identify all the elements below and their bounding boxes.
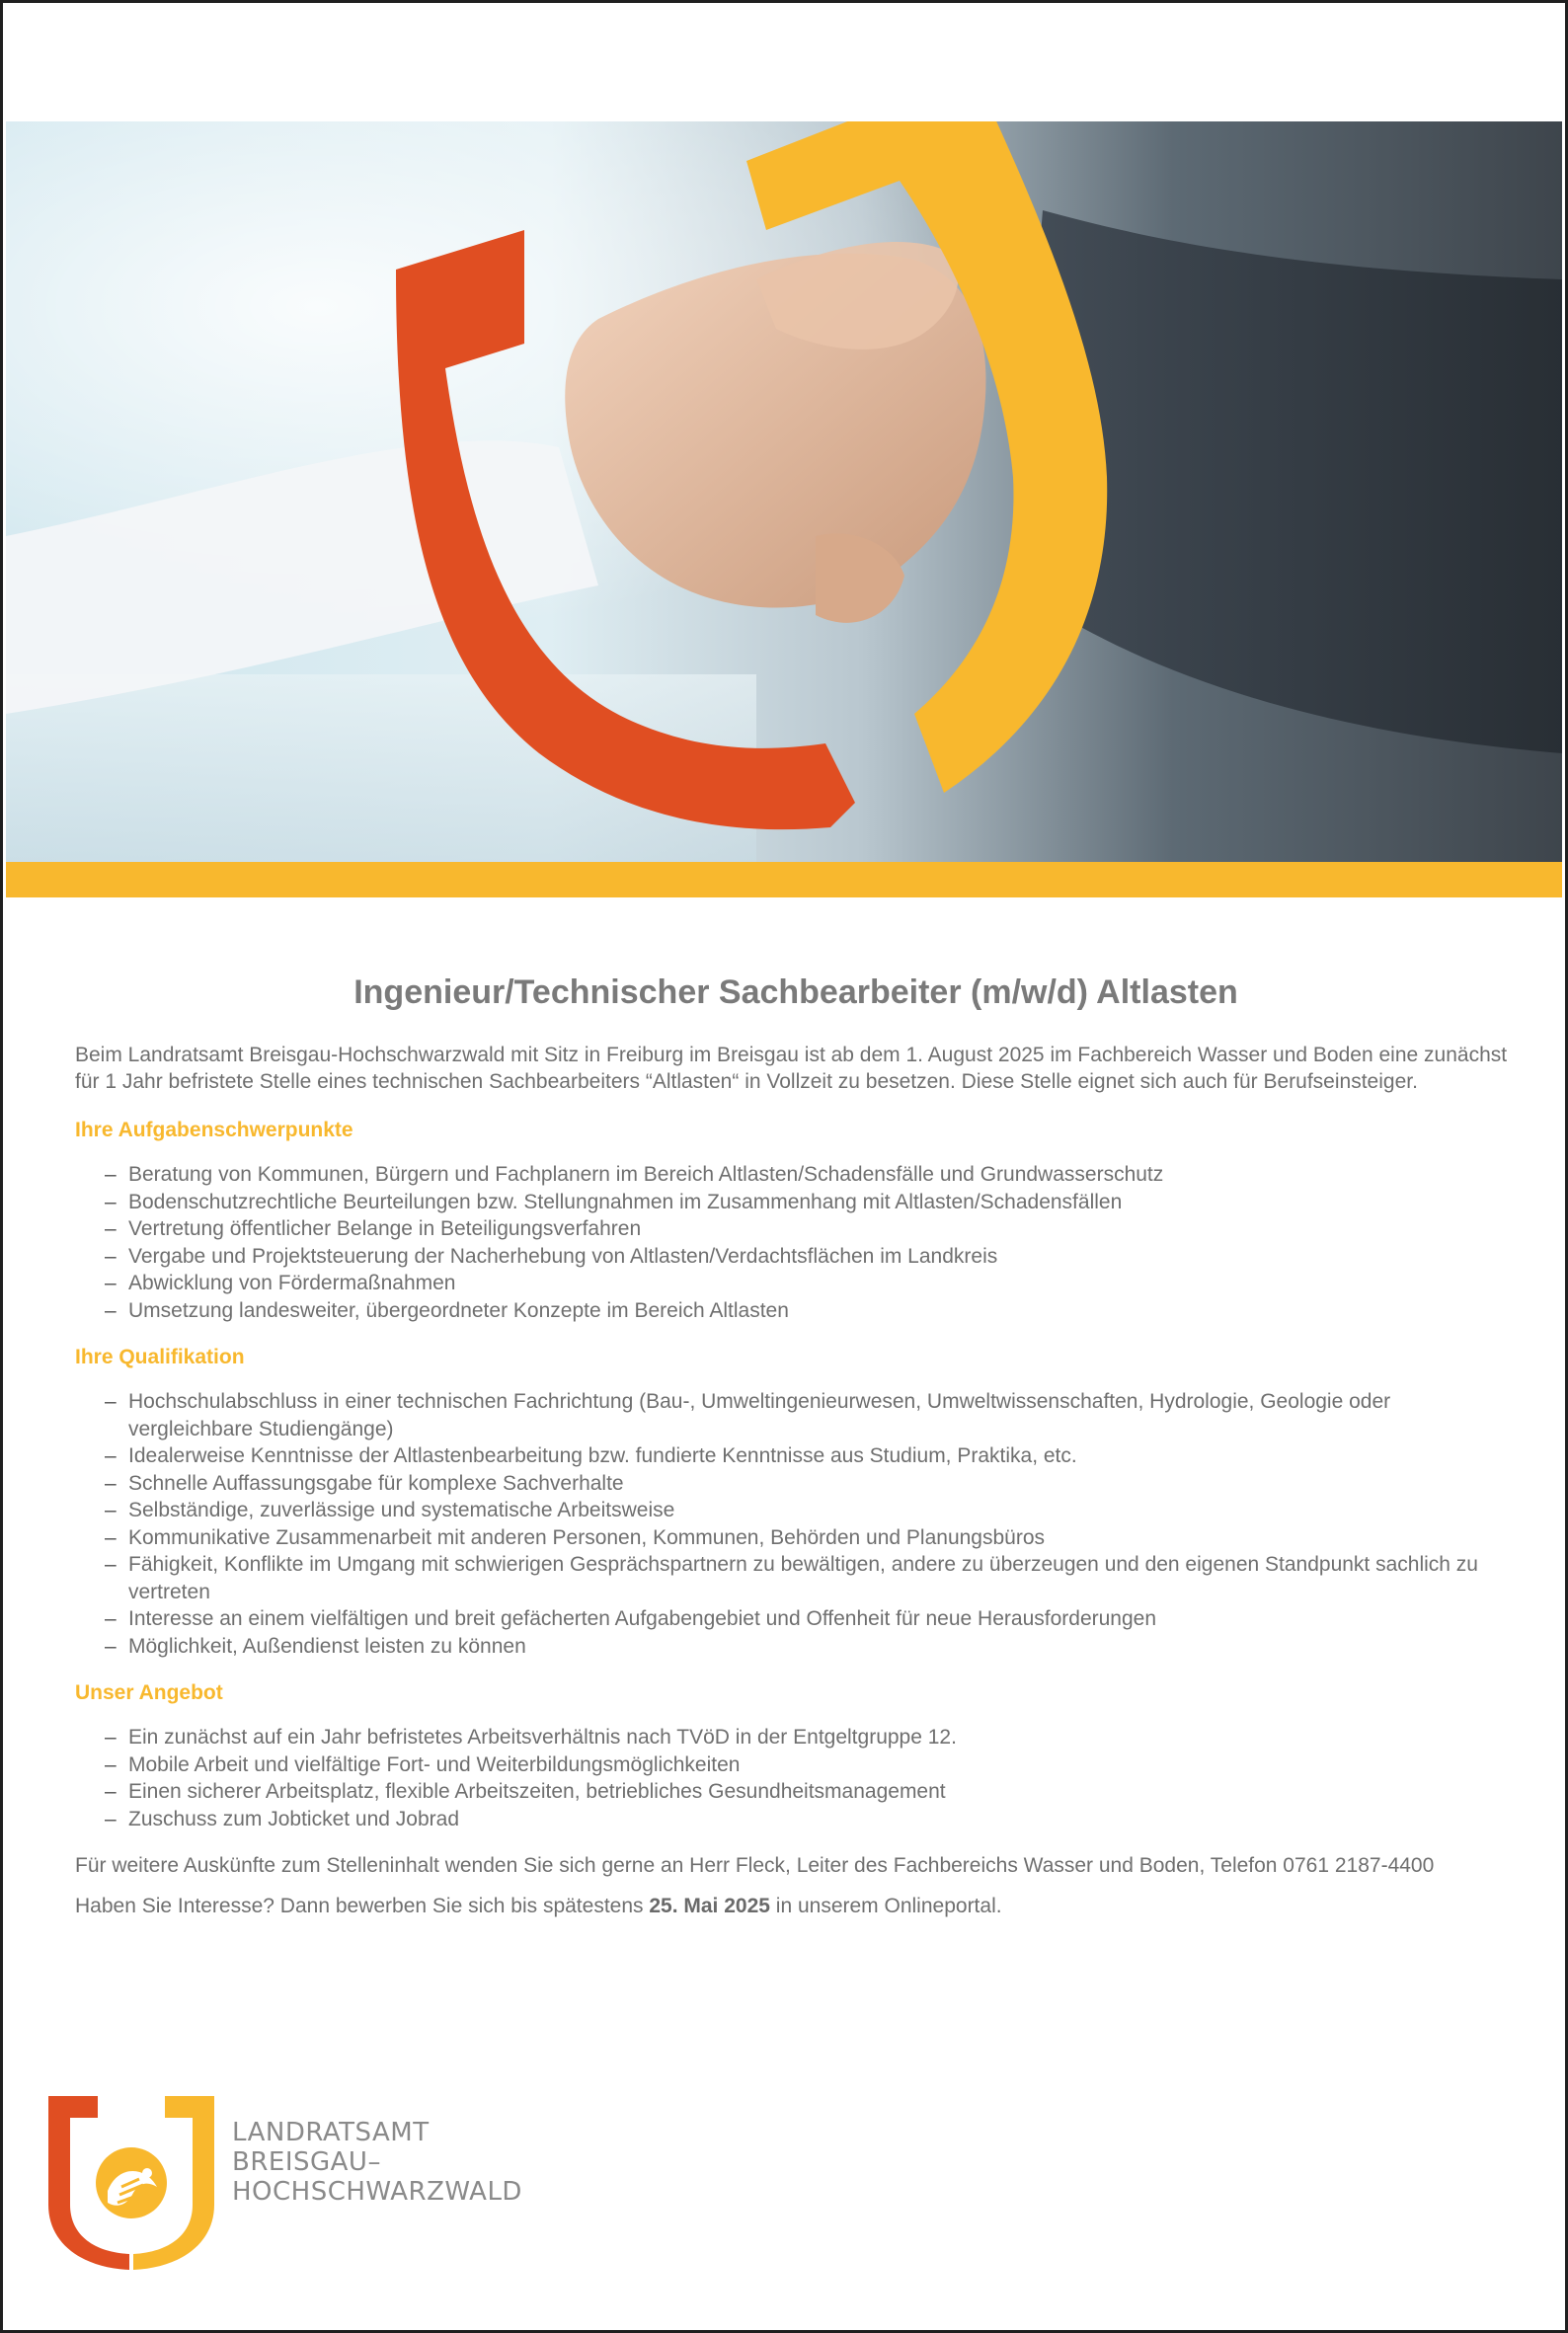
list-item: – Idealerweise Kenntnisse der Altlastenbearbeitung bzw. fundierte Kenntnisse aus Studium, Praktika, etc.	[105, 1442, 1517, 1470]
list-item: – Vergabe und Projektsteuerung der Nacherhebung von Altlasten/Verdachtsflächen im Landkreis	[105, 1243, 1517, 1271]
list-item: – Hochschulabschluss in einer technischen Fachrichtung (Bau-, Umweltingenieurwesen, Umweltwissenschaften, Hydrologie, Geologie oder vergleichbare Studiengänge)	[105, 1388, 1517, 1442]
list-item: – Bodenschutzrechtliche Beurteilungen bzw. Stellungnahmen im Zusammenhang mit Altlasten/Schadensfällen	[105, 1189, 1517, 1216]
logo-line: BREISGAU–	[232, 2147, 381, 2177]
apply-prefix: Haben Sie Interesse? Dann bewerben Sie sich bis spätestens	[75, 1895, 650, 1917]
logo-line: LANDRATSAMT	[232, 2118, 430, 2147]
tasks-list	[75, 1161, 1517, 1324]
list-item: – Selbständige, zuverlässige und systematische Arbeitsweise	[105, 1497, 1517, 1524]
list-item: – Möglichkeit, Außendienst leisten zu können	[105, 1633, 1517, 1661]
tasks-heading: Ihre Aufgabenschwerpunkte	[75, 1119, 353, 1141]
list-item: – Mobile Arbeit und vielfältige Fort- und Weiterbildungsmöglichkeiten	[105, 1751, 1517, 1779]
list-item: – Beratung von Kommunen, Bürgern und Fachplanern im Bereich Altlasten/Schadensfälle und Grundwasserschutz	[105, 1161, 1517, 1189]
qualification-list	[75, 1388, 1517, 1660]
qualification-heading: Ihre Qualifikation	[75, 1346, 245, 1368]
contact-info: Für weitere Auskünfte zum Stelleninhalt wenden Sie sich gerne an Herr Fleck, Leiter des Fachbereichs Wasser und Boden, Telefon 0761 2187-4400	[75, 1854, 1435, 1877]
list-item: – Abwicklung von Fördermaßnahmen	[105, 1270, 1517, 1297]
list-item: – Vertretung öffentlicher Belange in Beteiligungsverfahren	[105, 1215, 1517, 1243]
job-content	[75, 971, 1517, 1919]
accent-band	[6, 862, 1562, 897]
list-item: – Interesse an einem vielfältigen und breit gefächerten Aufgabengebiet und Offenheit für neue Herausforderungen	[105, 1605, 1517, 1633]
list-item: – Kommunikative Zusammenarbeit mit anderen Personen, Kommunen, Behörden und Planungsbüros	[105, 1524, 1517, 1552]
job-title: Ingenieur/Technischer Sachbearbeiter (m/w/d) Altlasten	[353, 973, 1238, 1011]
list-item: – Ein zunächst auf ein Jahr befristetes Arbeitsverhältnis nach TVöD in der Entgeltgruppe 12.	[105, 1724, 1517, 1751]
handshake-illustration	[6, 121, 1562, 862]
apply-deadline: 25. Mai 2025	[649, 1895, 770, 1917]
offer-list	[75, 1724, 1517, 1832]
apply-suffix: in unserem Onlineportal.	[769, 1895, 1002, 1917]
list-item: – Umsetzung landesweiter, übergeordneter Konzepte im Bereich Altlasten	[105, 1297, 1517, 1325]
list-item: – Schnelle Auffassungsgabe für komplexe Sachverhalte	[105, 1470, 1517, 1498]
apply-info	[75, 1893, 1517, 1919]
logo-emblem-icon	[48, 2096, 214, 2270]
offer-heading: Unser Angebot	[75, 1681, 223, 1704]
logo-line: HOCHSCHWARZWALD	[232, 2177, 522, 2207]
hero-image-handshake	[6, 121, 1562, 862]
job-intro: Beim Landratsamt Breisgau-Hochschwarzwald mit Sitz in Freiburg im Breisgau ist ab dem 1. August 2025 im Fachbereich Wasser und Boden eine zunächst für 1 Jahr befristete Stelle eines technischen Sachbearbeiters “Altlasten“ in Vollzeit zu besetzen. Diese Stelle eignet sich auch für Berufseinsteiger.	[75, 1044, 1508, 1093]
list-item: – Zuschuss zum Jobticket und Jobrad	[105, 1806, 1517, 1833]
logo-wordmark	[232, 2118, 522, 2207]
landratsamt-logo	[48, 2096, 522, 2274]
list-item: – Einen sicherer Arbeitsplatz, flexible Arbeitszeiten, betriebliches Gesundheitsmanagement	[105, 1778, 1517, 1806]
list-item: – Fähigkeit, Konflikte im Umgang mit schwierigen Gesprächspartnern zu bewältigen, andere zu überzeugen und den eigenen Standpunkt sachlich zu vertreten	[105, 1551, 1517, 1605]
